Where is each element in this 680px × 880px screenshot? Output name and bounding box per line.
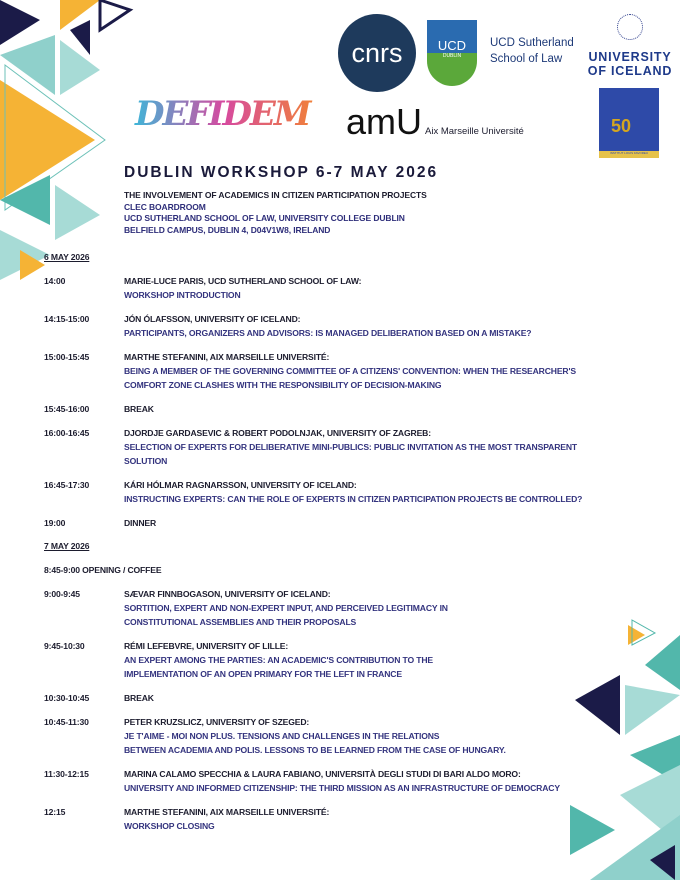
- ucd-logo: UCD DUBLIN: [427, 20, 477, 86]
- session-row: [44, 587, 644, 629]
- venue-room: CLEC BOARDROOM: [124, 201, 206, 212]
- defidem-logo: [130, 75, 310, 155]
- session-speaker: DINNER: [124, 518, 157, 528]
- session-speaker: RÉMI LEFEBVRE, UNIVERSITY OF LILLE:: [124, 641, 289, 651]
- university-of-iceland-logo: UNIVERSITY OF ICELAND: [584, 14, 676, 78]
- session-row: [44, 426, 644, 468]
- session-title: COMFORT ZONE CLASHES WITH THE RESPONSIBILITY OF DECISION-MAKING: [124, 380, 442, 390]
- session-speaker: SÆVAR FINNBOGASON, UNIVERSITY OF ICELAND:: [124, 589, 331, 599]
- workshop-title: DUBLIN WORKSHOP 6-7 MAY 2026: [124, 164, 439, 181]
- session-speaker: BREAK: [124, 404, 154, 414]
- session-row: [44, 767, 644, 795]
- session-speaker: KÁRI HÓLMAR RAGNARSSON, UNIVERSITY OF ICELAND:: [124, 480, 357, 490]
- iceland-seal-icon: [617, 14, 643, 40]
- session-time: 9:45-10:30: [44, 641, 85, 651]
- institut-louis-favoreu-logo: 50 INSTITUT LOUIS FAVOREU: [599, 88, 659, 158]
- session-title: SOLUTION: [124, 456, 168, 466]
- day-heading: 7 MAY 2026: [44, 541, 90, 551]
- session-title: BEING A MEMBER OF THE GOVERNING COMMITTEE OF A CITIZENS' CONVENTION: WHEN THE RESEARCHER'S: [124, 366, 576, 376]
- session-speaker: MARTHE STEFANINI, AIX MARSEILLE UNIVERSITÉ:: [124, 352, 330, 362]
- session-speaker: JÓN ÓLAFSSON, UNIVERSITY OF ICELAND:: [124, 314, 301, 324]
- session-row: [44, 350, 644, 392]
- session-row: [44, 805, 644, 833]
- left-triangle-decoration: [0, 0, 140, 290]
- session-title: SELECTION OF EXPERTS FOR DELIBERATIVE MINI-PUBLICS: PUBLIC INVITATION AS THE MOST TRANSPARENT: [124, 442, 577, 452]
- session-title: JE T'AIME - MOI NON PLUS. TENSIONS AND CHALLENGES IN THE RELATIONS: [124, 731, 440, 741]
- venue-school: UCD SUTHERLAND SCHOOL OF LAW, UNIVERSITY COLLEGE DUBLIN: [124, 213, 405, 223]
- session-row: [44, 715, 644, 757]
- session-time: 14:00: [44, 276, 66, 286]
- session-time: 11:30-12:15: [44, 769, 89, 779]
- session-title: BETWEEN ACADEMIA AND POLIS. LESSONS TO BE LEARNED FROM THE CASE OF HUNGARY.: [124, 745, 506, 755]
- session-time: 14:15-15:00: [44, 314, 90, 324]
- session-speaker: PETER KRUZSLICZ, UNIVERSITY OF SZEGED:: [124, 717, 310, 727]
- session-row: [44, 516, 644, 530]
- day-heading: 6 MAY 2026: [44, 252, 90, 262]
- session-title: INSTRUCTING EXPERTS: CAN THE ROLE OF EXPERTS IN CITIZEN PARTICIPATION PROJECTS BE CONTROLLED?: [124, 494, 583, 504]
- session-time: 9:00-9:45: [44, 589, 80, 599]
- session-title: CONSTITUTIONAL ASSEMBLIES AND THEIR PROPOSALS: [124, 617, 357, 627]
- session-row: [44, 312, 644, 340]
- session-title: SORTITION, EXPERT AND NON-EXPERT INPUT, AND PERCEIVED LEGITIMACY IN: [124, 603, 448, 613]
- session-speaker: MARINA CALAMO SPECCHIA & LAURA FABIANO, UNIVERSITÀ DEGLI STUDI DI BARI ALDO MORO:: [124, 769, 521, 779]
- venue-address: BELFIELD CAMPUS, DUBLIN 4, D04V1W8, IRELAND: [124, 224, 331, 235]
- amu-logo: amU Aix Marseille Université: [346, 101, 524, 142]
- session-title: PARTICIPANTS, ORGANIZERS AND ADVISORS: IS MANAGED DELIBERATION BASED ON A MISTAKE?: [124, 328, 532, 338]
- session-title: AN EXPERT AMONG THE PARTIES: AN ACADEMIC'S CONTRIBUTION TO THE: [124, 655, 433, 665]
- session-time: 15:00-15:45: [44, 352, 90, 362]
- session-row: [44, 274, 644, 302]
- session-time: 16:00-16:45: [44, 428, 90, 438]
- session-row: [44, 402, 644, 416]
- session-title: UNIVERSITY AND INFORMED CITIZENSHIP: THE THIRD MISSION AS AN INFRASTRUCTURE OF DEMOCRACY: [124, 783, 560, 793]
- session-title: WORKSHOP CLOSING: [124, 821, 215, 831]
- session-title: WORKSHOP INTRODUCTION: [124, 290, 241, 300]
- session-speaker: MARIE-LUCE PARIS, UCD SUTHERLAND SCHOOL OF LAW:: [124, 276, 362, 286]
- workshop-details: [124, 190, 427, 236]
- session-row: [44, 639, 644, 681]
- session-time: 12:15: [44, 807, 66, 817]
- session-speaker: MARTHE STEFANINI, AIX MARSEILLE UNIVERSITÉ:: [124, 807, 330, 817]
- session-speaker: DJORDJE GARDASEVIC & ROBERT PODOLNJAK, UNIVERSITY OF ZAGREB:: [124, 428, 431, 438]
- workshop-theme: THE INVOLVEMENT OF ACADEMICS IN CITIZEN PARTICIPATION PROJECTS: [124, 190, 427, 200]
- session-time: 16:45-17:30: [44, 480, 90, 490]
- session-speaker: BREAK: [124, 693, 154, 703]
- cnrs-logo: cnrs: [338, 14, 416, 92]
- opening-coffee: 8:45-9:00 OPENING / COFFEE: [44, 565, 162, 575]
- session-time: 10:45-11:30: [44, 717, 89, 727]
- session-row: [44, 478, 644, 506]
- svg-text:DEFIDEM: DEFIDEM: [135, 94, 310, 134]
- session-row: [44, 691, 644, 705]
- session-title: IMPLEMENTATION OF AN OPEN PRIMARY FOR THE LEFT IN FRANCE: [124, 669, 402, 679]
- session-time: 19:00: [44, 518, 66, 528]
- session-time: 15:45-16:00: [44, 404, 90, 414]
- ucd-sutherland-text: UCD Sutherland School of Law: [490, 37, 574, 65]
- session-time: 10:30-10:45: [44, 693, 90, 703]
- programme: [44, 251, 644, 843]
